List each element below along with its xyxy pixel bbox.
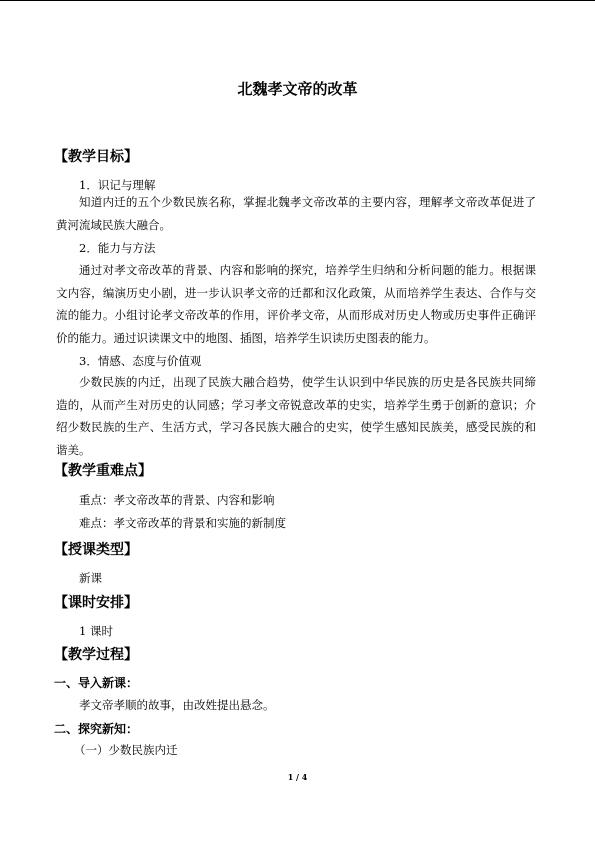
lesson-hours-text: 1 课时 xyxy=(79,624,113,638)
section-heading-hours: 【课时安排】 xyxy=(54,595,138,611)
lesson-type-text: 新课 xyxy=(79,571,102,585)
section-heading-goals: 【教学目标】 xyxy=(54,149,138,165)
keypoint-main: 重点：孝文帝改革的背景、内容和影响 xyxy=(79,493,275,507)
page-top-border xyxy=(0,0,595,1)
process-explore-item-1: （一）少数民族内迁 xyxy=(74,743,178,757)
document-title: 北魏孝文帝的改革 xyxy=(237,80,358,98)
goal-2-heading: 2．能力与方法 xyxy=(79,241,156,255)
goal-2-text: 通过对孝文帝改革的背景、内容和影响的探究，培养学生归纳和分析问题的能力。根据课文内容，编演历史小剧，进一步认识孝文帝的迁都和汉化政策，从而培养学生表达、合作与交流的能力。小组讨论孝文帝改革的作用，评价孝文帝，从而形成对历史人物或历史事件正确评价的能力。通过识读课文中的地图、插图，培养学生识读历史图表的能力。 xyxy=(56,263,536,345)
goal-3-heading: 3．情感、态度与价值观 xyxy=(79,354,202,368)
page-number: 1 / 4 xyxy=(287,772,308,782)
goal-1-heading: 1．识记与理解 xyxy=(79,178,156,192)
section-heading-process: 【教学过程】 xyxy=(54,647,138,663)
keypoint-difficult: 难点：孝文帝改革的背景和实施的新制度 xyxy=(79,516,286,530)
section-heading-keypoints: 【教学重难点】 xyxy=(54,463,152,479)
goal-3-text: 少数民族的内迁，出现了民族大融合趋势，使学生认识到中华民族的历史是各民族共同缔造的，从而产生对历史的认同感；学习孝文帝锐意改革的史实，培养学生勇于创新的意识；介绍少数民族的生产、生活方式，学习各民族大融合的史实，使学生感知民族美，感受民族的和谐美。 xyxy=(56,375,536,457)
section-heading-type: 【授课类型】 xyxy=(54,542,138,558)
process-intro-text: 孝文帝孝顺的故事，由改姓提出悬念。 xyxy=(79,698,275,712)
goal-1-text: 知道内迁的五个少数民族名称，掌握北魏孝文帝改革的主要内容，理解孝文帝改革促进了黄河流域民族大融合。 xyxy=(56,195,536,232)
process-explore-heading: 二、探究新知： xyxy=(54,722,139,736)
process-intro-heading: 一、导入新课： xyxy=(54,676,139,690)
